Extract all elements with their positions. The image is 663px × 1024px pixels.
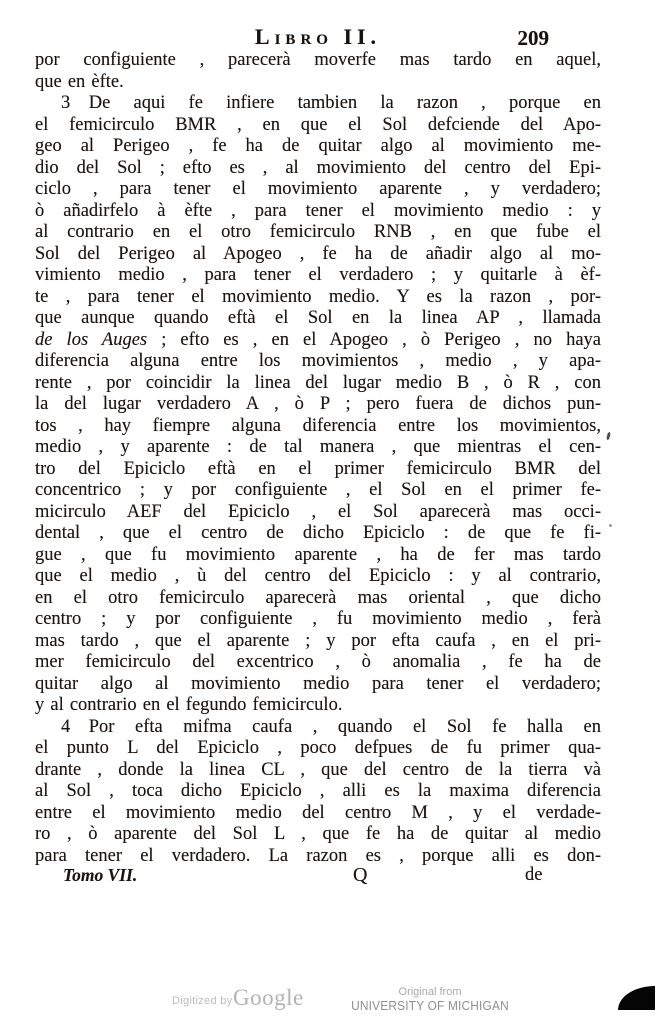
text-line: por configuiente , parecerà moverfe mas tardo en aquel, — [35, 50, 601, 70]
text-line: rente , por coincidir la linea del lugar medio B , ò R , con — [35, 372, 601, 393]
text-line: concentrico ; y por configuiente , el Sol en el primer fe- — [35, 480, 601, 500]
running-head — [35, 24, 601, 50]
institution-label: UNIVERSITY OF MICHIGAN — [351, 999, 509, 1013]
text-line: diferencia alguna entre los movimientos , medio , y apa- — [35, 351, 601, 371]
text-line: tro del Epiciclo eftà en el primer femicirculo BMR del — [35, 458, 601, 479]
scan-speck-icon — [609, 524, 612, 527]
text-line: entre el movimiento medio del centro M , y el verdade- — [35, 802, 601, 823]
signature-mark: Q — [353, 864, 368, 886]
scan-speck-icon — [606, 432, 611, 440]
text-line: 4 Por efta mifma caufa , quando el Sol fe halla en — [61, 716, 601, 737]
text-line: quitar algo al movimiento medio para tener el verdadero; — [35, 673, 601, 694]
text-line: el femicirculo BMR , en que el Sol defciende del Apo- — [35, 114, 601, 135]
text-line: en el otro femicirculo aparecerà mas oriental , que dicho — [35, 587, 601, 608]
text-line: te , para tener el movimiento medio. Y es la razon , por- — [35, 286, 601, 307]
text-line: dental , que el centro de dicho Epiciclo : de que fe fi- — [35, 523, 601, 543]
text-line: mas tardo , que el aparente ; y por efta caufa , en el pri- — [35, 630, 601, 651]
text-line: drante , donde la linea CL , que del centro de la tierra và — [35, 759, 601, 780]
text-line: para tener el verdadero. La razon es , porque alli es don- — [35, 845, 601, 866]
text-line: Sol del Perigeo al Apogeo , fe ha de añadir algo al mo- — [35, 243, 601, 264]
original-from-label: Original from — [398, 986, 462, 998]
google-watermark-logo: Google — [233, 985, 304, 1010]
catchword: de — [525, 865, 543, 885]
page-title: Libro II. — [254, 24, 382, 49]
text-line: tos , hay fiempre alguna diferencia entre los movimientos, — [35, 415, 601, 436]
text-line: que en èfte. — [35, 71, 124, 92]
page-number: 209 — [517, 26, 549, 50]
text-line: vimiento medio , para tener el verdadero ; y quitarle à èf- — [35, 265, 601, 285]
digitized-by-label: Digitized by — [172, 995, 233, 1007]
text-line: dio del Sol ; efto es , al movimiento del centro del Epi- — [35, 157, 601, 178]
page-corner-artifact — [618, 986, 655, 1010]
text-line: al contrario en el otro femicirculo RNB , en que fube el — [35, 222, 601, 242]
text-line: ò añadirfelo à èfte , para tener el movimiento medio : y — [35, 200, 601, 221]
text-line: ciclo , para tener el movimiento aparente , y verdadero; — [35, 179, 601, 199]
text-line: que aunque quando eftà el Sol en la linea AP , llamada — [35, 308, 601, 328]
signature-row — [35, 864, 601, 888]
text-line: medio , y aparente : de tal manera , que mientras el cen- — [35, 437, 601, 457]
italic-phrase: de los Auges — [35, 329, 148, 350]
text-line: mer femicirculo del excentrico , ò anomalia , fe ha de — [35, 652, 601, 672]
text-line: centro ; y por configuiente , fu movimiento medio , ferà — [35, 609, 601, 629]
text-line: la del lugar verdadero A , ò P ; pero fuera de dichos pun- — [35, 394, 601, 414]
text-line: el punto L del Epiciclo , poco defpues de fu primer qua- — [35, 738, 601, 758]
text-line: que el medio , ù del centro del Epiciclo : y al contrario, — [35, 566, 601, 586]
text-line: geo al Perigeo , fe ha de quitar algo al movimiento me- — [35, 136, 601, 156]
text-line: 3 De aqui fe infiere tambien la razon , porque en — [61, 93, 601, 113]
body-text-block — [35, 50, 601, 867]
text-line: micirculo AEF del Epiciclo , el Sol aparecerà mas occi- — [35, 501, 601, 522]
tomo-label: Tomo VII. — [63, 865, 138, 885]
text-line: de los Auges ; efto es , en el Apogeo , ò Perigeo , no haya — [35, 329, 601, 350]
text-line: al Sol , toca dicho Epiciclo , alli es la maxima diferencia — [35, 781, 601, 801]
text-line: y al contrario en el fegundo femicirculo. — [35, 695, 343, 715]
text-line: gue , que fu movimiento aparente , ha de fer mas tardo — [35, 544, 601, 565]
text-line: ro , ò aparente del Sol L , que fe ha de quitar al medio — [35, 824, 601, 844]
